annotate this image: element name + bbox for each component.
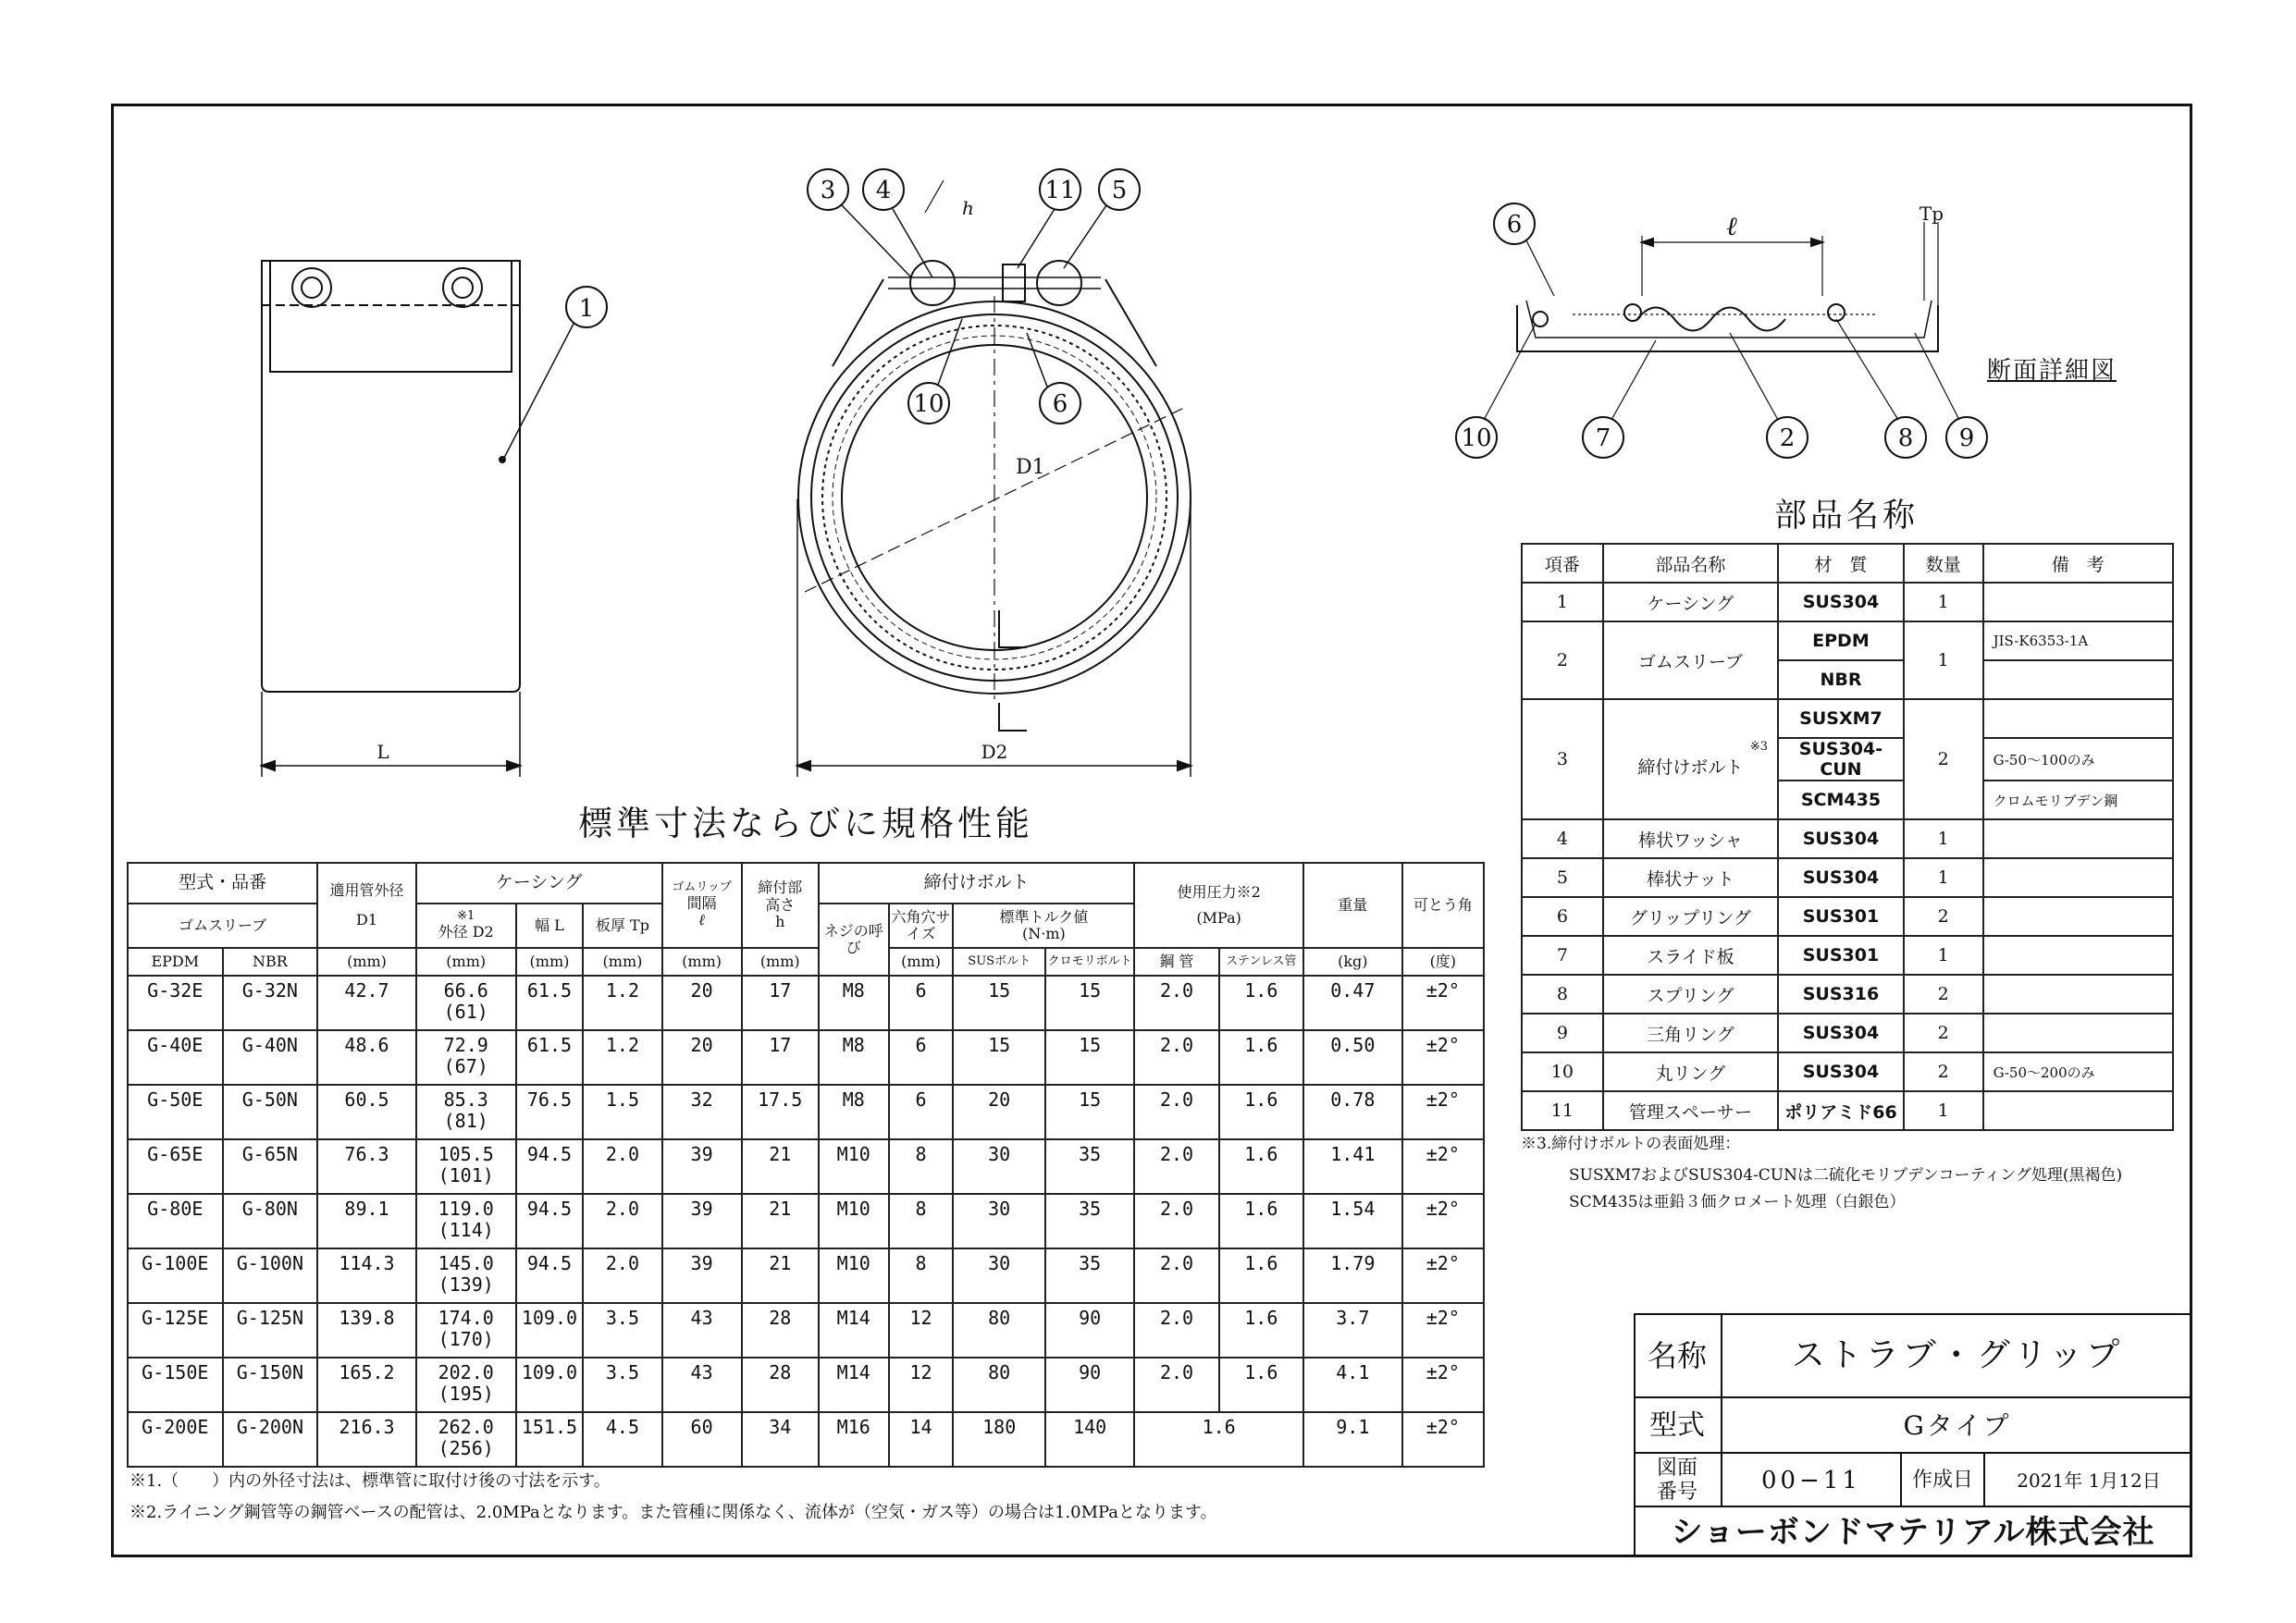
cell-gap: 39 bbox=[662, 1194, 742, 1248]
section-detail-label: 断面詳細図 bbox=[1987, 357, 2117, 385]
cell-cr: 90 bbox=[1045, 1303, 1134, 1358]
tb-drawing-no: 00−11 bbox=[1722, 1454, 1902, 1507]
hdr-weight: 重量 bbox=[1303, 863, 1402, 948]
part-no: 4 bbox=[1522, 819, 1603, 858]
cell-nbr: G-100N bbox=[223, 1248, 318, 1303]
cell-sus: 30 bbox=[953, 1139, 1045, 1194]
balloon-s10: 10 bbox=[1461, 424, 1492, 452]
note-1: ※1.（ ）内の外径寸法は、標準管に取付け後の寸法を示す。 bbox=[130, 1471, 611, 1491]
part-remarks: G-50～100のみ bbox=[1983, 738, 2173, 781]
part-remarks: G-50～200のみ bbox=[1983, 1052, 2173, 1091]
cell-deg: ±2° bbox=[1402, 1030, 1484, 1085]
part-qty: 1 bbox=[1904, 936, 1983, 975]
cell-stainless: 1.6 bbox=[1219, 1085, 1303, 1139]
cell-sus: 15 bbox=[953, 976, 1045, 1030]
part-material: SUS304-CUN bbox=[1778, 738, 1904, 781]
part-qty: 2 bbox=[1904, 975, 1983, 1014]
balloon-10: 10 bbox=[913, 390, 944, 418]
cell-tp: 1.5 bbox=[583, 1085, 661, 1139]
cell-steel: 2.0 bbox=[1134, 1085, 1218, 1139]
hdr-nbr: NBR bbox=[223, 948, 318, 976]
hdr-sus-bolt: SUSボルト bbox=[953, 948, 1045, 976]
cell-l: 61.5 bbox=[516, 1030, 584, 1085]
cell-d2: 202.0 (195) bbox=[416, 1358, 516, 1412]
note-3-title: ※3.締付けボルトの表面処理： bbox=[1521, 1135, 1741, 1153]
tb-type-value: Gタイプ bbox=[1722, 1398, 2192, 1454]
cell-d1: 165.2 bbox=[317, 1358, 416, 1412]
cell-tp: 2.0 bbox=[583, 1139, 661, 1194]
hdr-width-l: 幅 L bbox=[516, 904, 584, 948]
cell-hex: 6 bbox=[889, 1030, 954, 1085]
cell-thread: M10 bbox=[819, 1139, 889, 1194]
cell-gap: 20 bbox=[662, 976, 742, 1030]
part-no: 8 bbox=[1522, 975, 1603, 1014]
hdr-sleeve: ゴムスリーブ bbox=[128, 904, 317, 948]
part-name: スライド板 bbox=[1603, 936, 1778, 975]
cell-steel: 2.0 bbox=[1134, 1248, 1218, 1303]
cell-h: 28 bbox=[742, 1303, 819, 1358]
part-no: 3 bbox=[1522, 699, 1603, 819]
cell-d1: 42.7 bbox=[317, 976, 416, 1030]
cell-sus: 80 bbox=[953, 1358, 1045, 1412]
spec-title: 標準寸法ならびに規格性能 bbox=[578, 804, 1033, 843]
hdr-pipe-od: 適用管外径 D1 bbox=[317, 863, 416, 948]
cell-d1: 60.5 bbox=[317, 1085, 416, 1139]
part-remarks bbox=[1983, 897, 2173, 936]
cell-gap: 39 bbox=[662, 1139, 742, 1194]
cell-nbr: G-32N bbox=[223, 976, 318, 1030]
cell-steel: 2.0 bbox=[1134, 1358, 1218, 1412]
cell-d1: 216.3 bbox=[317, 1412, 416, 1467]
cell-pressure: 1.6 bbox=[1134, 1412, 1303, 1467]
part-material: SUS304 bbox=[1778, 583, 1904, 621]
company-logo: ショーボンドマテリアル株式会社 bbox=[1671, 1514, 2155, 1551]
parts-table bbox=[1521, 543, 2174, 1131]
cell-stainless: 1.6 bbox=[1219, 1030, 1303, 1085]
cell-cr: 140 bbox=[1045, 1412, 1134, 1467]
part-remarks bbox=[1983, 819, 2173, 858]
spec-row bbox=[128, 1303, 1484, 1358]
cell-steel: 2.0 bbox=[1134, 976, 1218, 1030]
cell-thread: M14 bbox=[819, 1358, 889, 1412]
cell-epdm: G-150E bbox=[128, 1358, 223, 1412]
unit-d1: (mm) bbox=[317, 948, 416, 976]
parts-hdr-no: 項番 bbox=[1522, 544, 1603, 583]
hdr-lip-gap: ゴムリップ 間隔 ℓ bbox=[662, 863, 742, 948]
unit-gap: (mm) bbox=[662, 948, 742, 976]
cell-sus: 15 bbox=[953, 1030, 1045, 1085]
unit-hex: (mm) bbox=[889, 948, 954, 976]
spec-row bbox=[128, 1412, 1484, 1467]
cell-gap: 32 bbox=[662, 1085, 742, 1139]
cell-thread: M8 bbox=[819, 1085, 889, 1139]
cell-nbr: G-125N bbox=[223, 1303, 318, 1358]
cell-h: 34 bbox=[742, 1412, 819, 1467]
note-3-line2: SUSXM7およびSUS304-CUNは二硫化モリブデンコーティング処理(黒褐色) bbox=[1569, 1166, 2123, 1185]
cell-l: 61.5 bbox=[516, 976, 584, 1030]
cell-kg: 9.1 bbox=[1303, 1412, 1402, 1467]
hdr-model: 型式・品番 bbox=[128, 863, 317, 904]
cell-h: 17.5 bbox=[742, 1085, 819, 1139]
part-remarks: JIS-K6353-1A bbox=[1983, 621, 2173, 660]
title-block bbox=[1634, 1313, 2192, 1557]
part-material: EPDM bbox=[1778, 621, 1904, 660]
cell-deg: ±2° bbox=[1402, 1248, 1484, 1303]
cell-thread: M8 bbox=[819, 1030, 889, 1085]
hdr-thick-tp: 板厚 Tp bbox=[583, 904, 661, 948]
cell-tp: 1.2 bbox=[583, 1030, 661, 1085]
hdr-thread: ネジの呼び bbox=[819, 904, 889, 976]
cell-l: 109.0 bbox=[516, 1303, 584, 1358]
cell-deg: ±2° bbox=[1402, 1303, 1484, 1358]
cell-h: 21 bbox=[742, 1139, 819, 1194]
part-name: 丸リング bbox=[1603, 1052, 1778, 1091]
part-no: 1 bbox=[1522, 583, 1603, 621]
cell-d1: 114.3 bbox=[317, 1248, 416, 1303]
part-no: 11 bbox=[1522, 1091, 1603, 1130]
part-material: SCM435 bbox=[1778, 781, 1904, 819]
cell-l: 94.5 bbox=[516, 1248, 584, 1303]
balloon-s6: 6 bbox=[1506, 211, 1523, 239]
unit-h: (mm) bbox=[742, 948, 819, 976]
cell-deg: ±2° bbox=[1402, 1085, 1484, 1139]
cell-hex: 8 bbox=[889, 1139, 954, 1194]
part-no: 7 bbox=[1522, 936, 1603, 975]
cell-hex: 6 bbox=[889, 976, 954, 1030]
part-remarks: クロムモリブデン鋼 bbox=[1983, 781, 2173, 819]
balloon-4: 4 bbox=[875, 177, 892, 204]
cell-thread: M16 bbox=[819, 1412, 889, 1467]
cell-cr: 35 bbox=[1045, 1248, 1134, 1303]
spec-table bbox=[127, 862, 1485, 1468]
parts-hdr-qty: 数量 bbox=[1904, 544, 1983, 583]
cell-l: 94.5 bbox=[516, 1194, 584, 1248]
cell-thread: M10 bbox=[819, 1194, 889, 1248]
cell-steel: 2.0 bbox=[1134, 1030, 1218, 1085]
dim-D1: D1 bbox=[1016, 456, 1045, 479]
cell-stainless: 1.6 bbox=[1219, 1248, 1303, 1303]
cell-hex: 8 bbox=[889, 1248, 954, 1303]
hdr-angle: 可とう角 bbox=[1402, 863, 1484, 948]
cell-gap: 39 bbox=[662, 1248, 742, 1303]
front-view-drawing bbox=[797, 169, 1191, 777]
cell-epdm: G-65E bbox=[128, 1139, 223, 1194]
cell-kg: 1.54 bbox=[1303, 1194, 1402, 1248]
cell-d2: 119.0 (114) bbox=[416, 1194, 516, 1248]
part-material: SUS304 bbox=[1778, 1014, 1904, 1052]
cell-nbr: G-65N bbox=[223, 1139, 318, 1194]
cell-cr: 15 bbox=[1045, 1030, 1134, 1085]
cell-sus: 30 bbox=[953, 1248, 1045, 1303]
tb-drawing-no-label: 図面 番号 bbox=[1634, 1454, 1722, 1507]
part-remarks bbox=[1983, 936, 2173, 975]
spec-row bbox=[128, 1030, 1484, 1085]
cell-epdm: G-80E bbox=[128, 1194, 223, 1248]
note-2: ※2.ライニング鋼管等の鋼管ベースの配管は、2.0MPaとなります。また管種に関係なく、流体が（空気・ガス等）の場合は1.0MPaとなります。 bbox=[130, 1503, 1217, 1522]
cell-tp: 2.0 bbox=[583, 1194, 661, 1248]
cell-tp: 1.2 bbox=[583, 976, 661, 1030]
cell-d2: 105.5 (101) bbox=[416, 1139, 516, 1194]
cell-cr: 15 bbox=[1045, 1085, 1134, 1139]
cell-epdm: G-200E bbox=[128, 1412, 223, 1467]
dim-h: h bbox=[962, 197, 974, 219]
cell-kg: 1.79 bbox=[1303, 1248, 1402, 1303]
cell-epdm: G-32E bbox=[128, 976, 223, 1030]
parts-hdr-name: 部品名称 bbox=[1603, 544, 1778, 583]
part-name: 三角リング bbox=[1603, 1014, 1778, 1052]
cell-d2: 262.0 (256) bbox=[416, 1412, 516, 1467]
cell-l: 94.5 bbox=[516, 1139, 584, 1194]
part-material: SUS301 bbox=[1778, 897, 1904, 936]
hdr-epdm: EPDM bbox=[128, 948, 223, 976]
cell-cr: 15 bbox=[1045, 976, 1134, 1030]
cell-d1: 89.1 bbox=[317, 1194, 416, 1248]
part-remarks bbox=[1983, 1014, 2173, 1052]
parts-hdr-material: 材 質 bbox=[1778, 544, 1904, 583]
hdr-pressure: 使用圧力※2 (MPa) bbox=[1134, 863, 1303, 948]
part-remarks bbox=[1983, 583, 2173, 621]
part-material: SUSXM7 bbox=[1778, 699, 1904, 738]
part-material: SUS304 bbox=[1778, 819, 1904, 858]
cell-sus: 20 bbox=[953, 1085, 1045, 1139]
cell-d2: 174.0 (170) bbox=[416, 1303, 516, 1358]
cell-nbr: G-150N bbox=[223, 1358, 318, 1412]
spec-row bbox=[128, 1085, 1484, 1139]
unit-deg: (度) bbox=[1402, 948, 1484, 976]
cell-deg: ±2° bbox=[1402, 976, 1484, 1030]
cell-kg: 0.47 bbox=[1303, 976, 1402, 1030]
cell-cr: 35 bbox=[1045, 1139, 1134, 1194]
spec-row bbox=[128, 1194, 1484, 1248]
spec-row bbox=[128, 976, 1484, 1030]
cell-stainless: 1.6 bbox=[1219, 976, 1303, 1030]
part-material: SUS304 bbox=[1778, 858, 1904, 897]
part-qty: 1 bbox=[1904, 583, 1983, 621]
part-qty: 1 bbox=[1904, 621, 1983, 699]
cell-kg: 0.50 bbox=[1303, 1030, 1402, 1085]
cell-epdm: G-40E bbox=[128, 1030, 223, 1085]
cell-d2: 145.0 (139) bbox=[416, 1248, 516, 1303]
part-qty: 1 bbox=[1904, 1091, 1983, 1130]
cell-steel: 2.0 bbox=[1134, 1194, 1218, 1248]
cell-gap: 20 bbox=[662, 1030, 742, 1085]
spec-row bbox=[128, 1358, 1484, 1412]
cell-nbr: G-200N bbox=[223, 1412, 318, 1467]
cell-hex: 6 bbox=[889, 1085, 954, 1139]
part-material: SUS301 bbox=[1778, 936, 1904, 975]
part-name: ※3 締付けボルト bbox=[1603, 699, 1778, 819]
note-3-line3: SCM435は亜鉛３価クロメート処理（白銀色） bbox=[1569, 1193, 1906, 1211]
hdr-steel: 鋼 管 bbox=[1134, 948, 1218, 976]
tb-created-label: 作成日 bbox=[1902, 1454, 1985, 1507]
cell-steel: 2.0 bbox=[1134, 1303, 1218, 1358]
cell-epdm: G-100E bbox=[128, 1248, 223, 1303]
tb-name-label: 名称 bbox=[1634, 1313, 1722, 1398]
hdr-cr-bolt: クロモリボルト bbox=[1045, 948, 1134, 976]
cell-kg: 4.1 bbox=[1303, 1358, 1402, 1412]
part-qty: 2 bbox=[1904, 1052, 1983, 1091]
part-no: 6 bbox=[1522, 897, 1603, 936]
cell-thread: M10 bbox=[819, 1248, 889, 1303]
balloon-s9: 9 bbox=[1958, 424, 1975, 452]
hdr-bolt: 締付けボルト bbox=[819, 863, 1135, 904]
cell-h: 17 bbox=[742, 1030, 819, 1085]
spec-row bbox=[128, 1248, 1484, 1303]
unit-l: (mm) bbox=[516, 948, 584, 976]
parts-hdr-remarks: 備 考 bbox=[1983, 544, 2173, 583]
part-no: 10 bbox=[1522, 1052, 1603, 1091]
cell-nbr: G-40N bbox=[223, 1030, 318, 1085]
cell-thread: M8 bbox=[819, 976, 889, 1030]
cell-stainless: 1.6 bbox=[1219, 1303, 1303, 1358]
cell-d1: 139.8 bbox=[317, 1303, 416, 1358]
cell-thread: M14 bbox=[819, 1303, 889, 1358]
cell-d2: 85.3 (81) bbox=[416, 1085, 516, 1139]
cell-d2: 72.9 (67) bbox=[416, 1030, 516, 1085]
unit-d2: (mm) bbox=[416, 948, 516, 976]
tb-type-label: 型式 bbox=[1634, 1398, 1722, 1454]
part-material: SUS304 bbox=[1778, 1052, 1904, 1091]
dim-L: L bbox=[376, 741, 389, 763]
part-remarks bbox=[1983, 858, 2173, 897]
balloon-s8: 8 bbox=[1897, 424, 1914, 452]
hdr-tight-height: 締付部 高さ h bbox=[742, 863, 819, 948]
part-qty: 2 bbox=[1904, 897, 1983, 936]
dim-D2: D2 bbox=[981, 741, 1008, 763]
cell-epdm: G-125E bbox=[128, 1303, 223, 1358]
cell-h: 17 bbox=[742, 976, 819, 1030]
part-name: グリップリング bbox=[1603, 897, 1778, 936]
cell-deg: ±2° bbox=[1402, 1139, 1484, 1194]
part-remarks bbox=[1983, 699, 2173, 738]
cell-gap: 43 bbox=[662, 1303, 742, 1358]
hdr-od-d2: ※1 外径 D2 bbox=[416, 904, 516, 948]
cell-stainless: 1.6 bbox=[1219, 1194, 1303, 1248]
tb-name-value: ストラブ・グリップ bbox=[1722, 1313, 2192, 1398]
cell-hex: 8 bbox=[889, 1194, 954, 1248]
cell-tp: 4.5 bbox=[583, 1412, 661, 1467]
cell-stainless: 1.6 bbox=[1219, 1139, 1303, 1194]
unit-tp: (mm) bbox=[583, 948, 661, 976]
part-name: 管理スペーサー bbox=[1603, 1091, 1778, 1130]
tb-created-date: 2021年 1月12日 bbox=[1985, 1454, 2192, 1507]
part-name: ケーシング bbox=[1603, 583, 1778, 621]
hdr-casing: ケーシング bbox=[416, 863, 662, 904]
cell-hex: 14 bbox=[889, 1412, 954, 1467]
part-no: 5 bbox=[1522, 858, 1603, 897]
cell-deg: ±2° bbox=[1402, 1412, 1484, 1467]
cell-sus: 80 bbox=[953, 1303, 1045, 1358]
part-qty: 2 bbox=[1904, 1014, 1983, 1052]
hdr-hex: 六角穴サイズ bbox=[889, 904, 954, 948]
part-name: ゴムスリーブ bbox=[1603, 621, 1778, 699]
section-detail-drawing bbox=[1456, 203, 1987, 458]
hdr-torque: 標準トルク値 (N·m) bbox=[953, 904, 1134, 948]
cell-cr: 35 bbox=[1045, 1194, 1134, 1248]
part-name: 棒状ナット bbox=[1603, 858, 1778, 897]
part-material: NBR bbox=[1778, 660, 1904, 699]
cell-kg: 0.78 bbox=[1303, 1085, 1402, 1139]
cell-l: 151.5 bbox=[516, 1412, 584, 1467]
cell-d1: 48.6 bbox=[317, 1030, 416, 1085]
cell-cr: 90 bbox=[1045, 1358, 1134, 1412]
cell-tp: 3.5 bbox=[583, 1303, 661, 1358]
cell-gap: 60 bbox=[662, 1412, 742, 1467]
part-material: SUS316 bbox=[1778, 975, 1904, 1014]
cell-tp: 2.0 bbox=[583, 1248, 661, 1303]
cell-tp: 3.5 bbox=[583, 1358, 661, 1412]
cell-h: 21 bbox=[742, 1248, 819, 1303]
balloon-1: 1 bbox=[578, 295, 595, 323]
part-qty: 2 bbox=[1904, 699, 1983, 819]
cell-deg: ±2° bbox=[1402, 1194, 1484, 1248]
balloon-11: 11 bbox=[1044, 177, 1076, 204]
unit-kg: (kg) bbox=[1303, 948, 1402, 976]
cell-hex: 12 bbox=[889, 1358, 954, 1412]
part-qty: 1 bbox=[1904, 858, 1983, 897]
dim-l: ℓ bbox=[1726, 211, 1737, 241]
part-no: 2 bbox=[1522, 621, 1603, 699]
balloon-6: 6 bbox=[1052, 390, 1068, 418]
cell-h: 28 bbox=[742, 1358, 819, 1412]
balloon-3: 3 bbox=[820, 177, 836, 204]
parts-title: 部品名称 bbox=[1774, 498, 1920, 535]
cell-epdm: G-50E bbox=[128, 1085, 223, 1139]
cell-gap: 43 bbox=[662, 1358, 742, 1412]
balloon-s2: 2 bbox=[1779, 424, 1796, 452]
hdr-stainless: ステンレス管 bbox=[1219, 948, 1303, 976]
balloon-5: 5 bbox=[1111, 177, 1128, 204]
cell-hex: 12 bbox=[889, 1303, 954, 1358]
cell-d1: 76.3 bbox=[317, 1139, 416, 1194]
part-remarks bbox=[1983, 1091, 2173, 1130]
cell-steel: 2.0 bbox=[1134, 1139, 1218, 1194]
part-remarks bbox=[1983, 975, 2173, 1014]
cell-stainless: 1.6 bbox=[1219, 1358, 1303, 1412]
cell-sus: 30 bbox=[953, 1194, 1045, 1248]
cell-h: 21 bbox=[742, 1194, 819, 1248]
cell-kg: 1.41 bbox=[1303, 1139, 1402, 1194]
part-material: ポリアミド66 bbox=[1778, 1091, 1904, 1130]
part-qty: 1 bbox=[1904, 819, 1983, 858]
part-name: 棒状ワッシャ bbox=[1603, 819, 1778, 858]
balloon-s7: 7 bbox=[1595, 424, 1611, 452]
side-view-drawing bbox=[262, 261, 607, 777]
spec-row bbox=[128, 1139, 1484, 1194]
cell-kg: 3.7 bbox=[1303, 1303, 1402, 1358]
cell-d2: 66.6 (61) bbox=[416, 976, 516, 1030]
part-name: スプリング bbox=[1603, 975, 1778, 1014]
cell-deg: ±2° bbox=[1402, 1358, 1484, 1412]
part-no: 9 bbox=[1522, 1014, 1603, 1052]
cell-nbr: G-80N bbox=[223, 1194, 318, 1248]
dim-Tp: Tp bbox=[1919, 203, 1944, 225]
cell-sus: 180 bbox=[953, 1412, 1045, 1467]
part-remarks bbox=[1983, 660, 2173, 699]
cell-nbr: G-50N bbox=[223, 1085, 318, 1139]
cell-l: 76.5 bbox=[516, 1085, 584, 1139]
cell-l: 109.0 bbox=[516, 1358, 584, 1412]
